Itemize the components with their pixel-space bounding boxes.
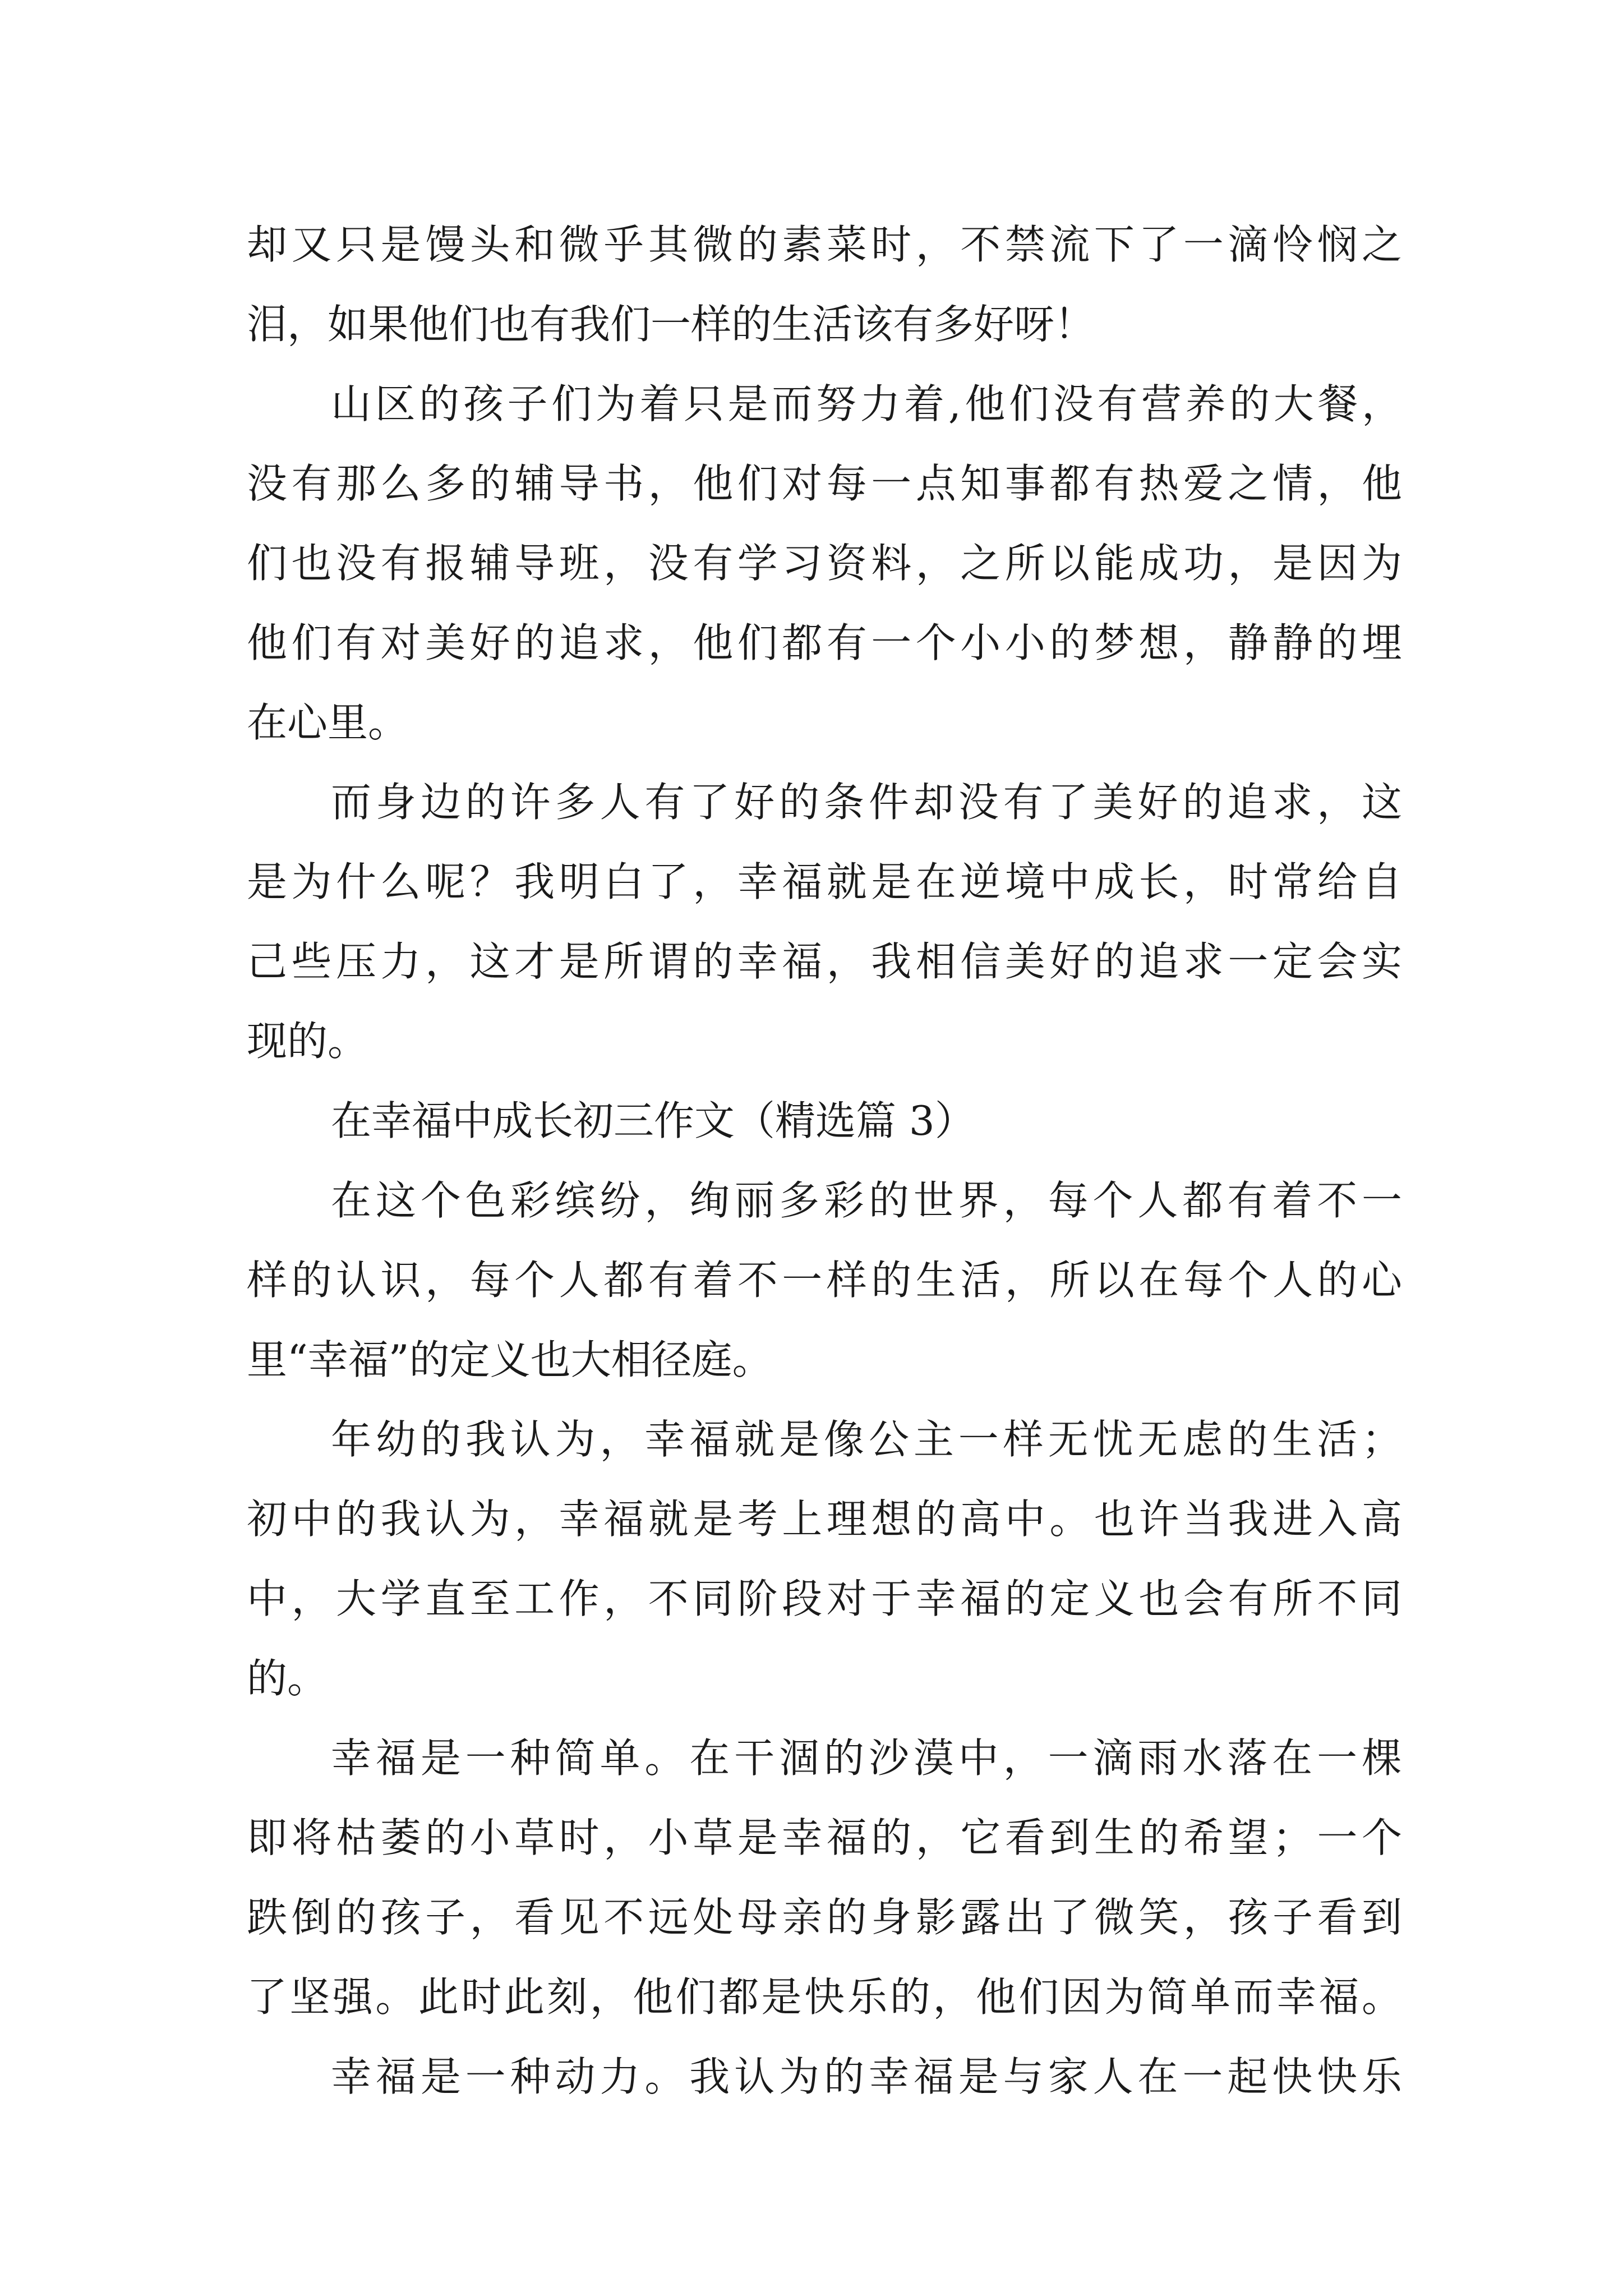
text-line: 即将枯萎的小草时，小草是幸福的，它看到生的希望；一个 xyxy=(247,1814,1402,1861)
paragraph-start-line: 幸福是一种简单。在干涸的沙漠中，一滴雨水落在一棵 xyxy=(331,1734,1402,1782)
text-line: 现的。 xyxy=(247,1018,368,1065)
paragraph-start-line: 山区的孩子们为着只是而努力着,他们没有营养的大餐， xyxy=(331,380,1402,427)
text-line: 样的认识，每个人都有着不一样的生活，所以在每个人的心 xyxy=(247,1257,1402,1304)
paragraph-start-line: 幸福是一种动力。我认为的幸福是与家人在一起快快乐 xyxy=(331,2053,1402,2100)
section-heading: 在幸福中成长初三作文（精选篇 3） xyxy=(331,1097,975,1144)
text-line: 初中的我认为，幸福就是考上理想的高中。也许当我进入高 xyxy=(247,1496,1402,1543)
essay-text xyxy=(247,205,1402,2116)
paragraph-start-line: 而身边的许多人有了好的条件却没有了美好的追求，这 xyxy=(331,779,1402,826)
text-line: 中，大学直至工作，不同阶段对于幸福的定义也会有所不同 xyxy=(247,1575,1402,1622)
text-line: 没有那么多的辅导书，他们对每一点知事都有热爱之情，他 xyxy=(247,460,1402,507)
paragraph-start-line: 年幼的我认为，幸福就是像公主一样无忧无虑的生活； xyxy=(331,1416,1402,1463)
text-line: 己些压力，这才是所谓的幸福，我相信美好的追求一定会实 xyxy=(247,938,1402,985)
text-line: 是为什么呢？我明白了，幸福就是在逆境中成长，时常给自 xyxy=(247,858,1402,905)
text-line: 里“幸福”的定义也大相径庭。 xyxy=(247,1336,773,1383)
text-line: 却又只是馒头和微乎其微的素菜时，不禁流下了一滴怜悯之 xyxy=(247,221,1402,268)
text-line: 了坚强。此时此刻，他们都是快乐的，他们因为简单而幸福。 xyxy=(247,1973,1402,2021)
text-line: 的。 xyxy=(247,1655,328,1702)
text-line: 泪，如果他们也有我们一样的生活该有多好呀！ xyxy=(247,301,1095,348)
text-line: 跌倒的孩子，看见不远处母亲的身影露出了微笑，孩子看到 xyxy=(247,1894,1402,1941)
text-line: 他们有对美好的追求，他们都有一个小小的梦想，静静的埋 xyxy=(247,619,1402,666)
text-line: 们也没有报辅导班，没有学习资料，之所以能成功，是因为 xyxy=(247,540,1402,587)
text-line: 在心里。 xyxy=(247,699,409,746)
paragraph-start-line: 在这个色彩缤纷，绚丽多彩的世界，每个人都有着不一 xyxy=(331,1177,1402,1224)
